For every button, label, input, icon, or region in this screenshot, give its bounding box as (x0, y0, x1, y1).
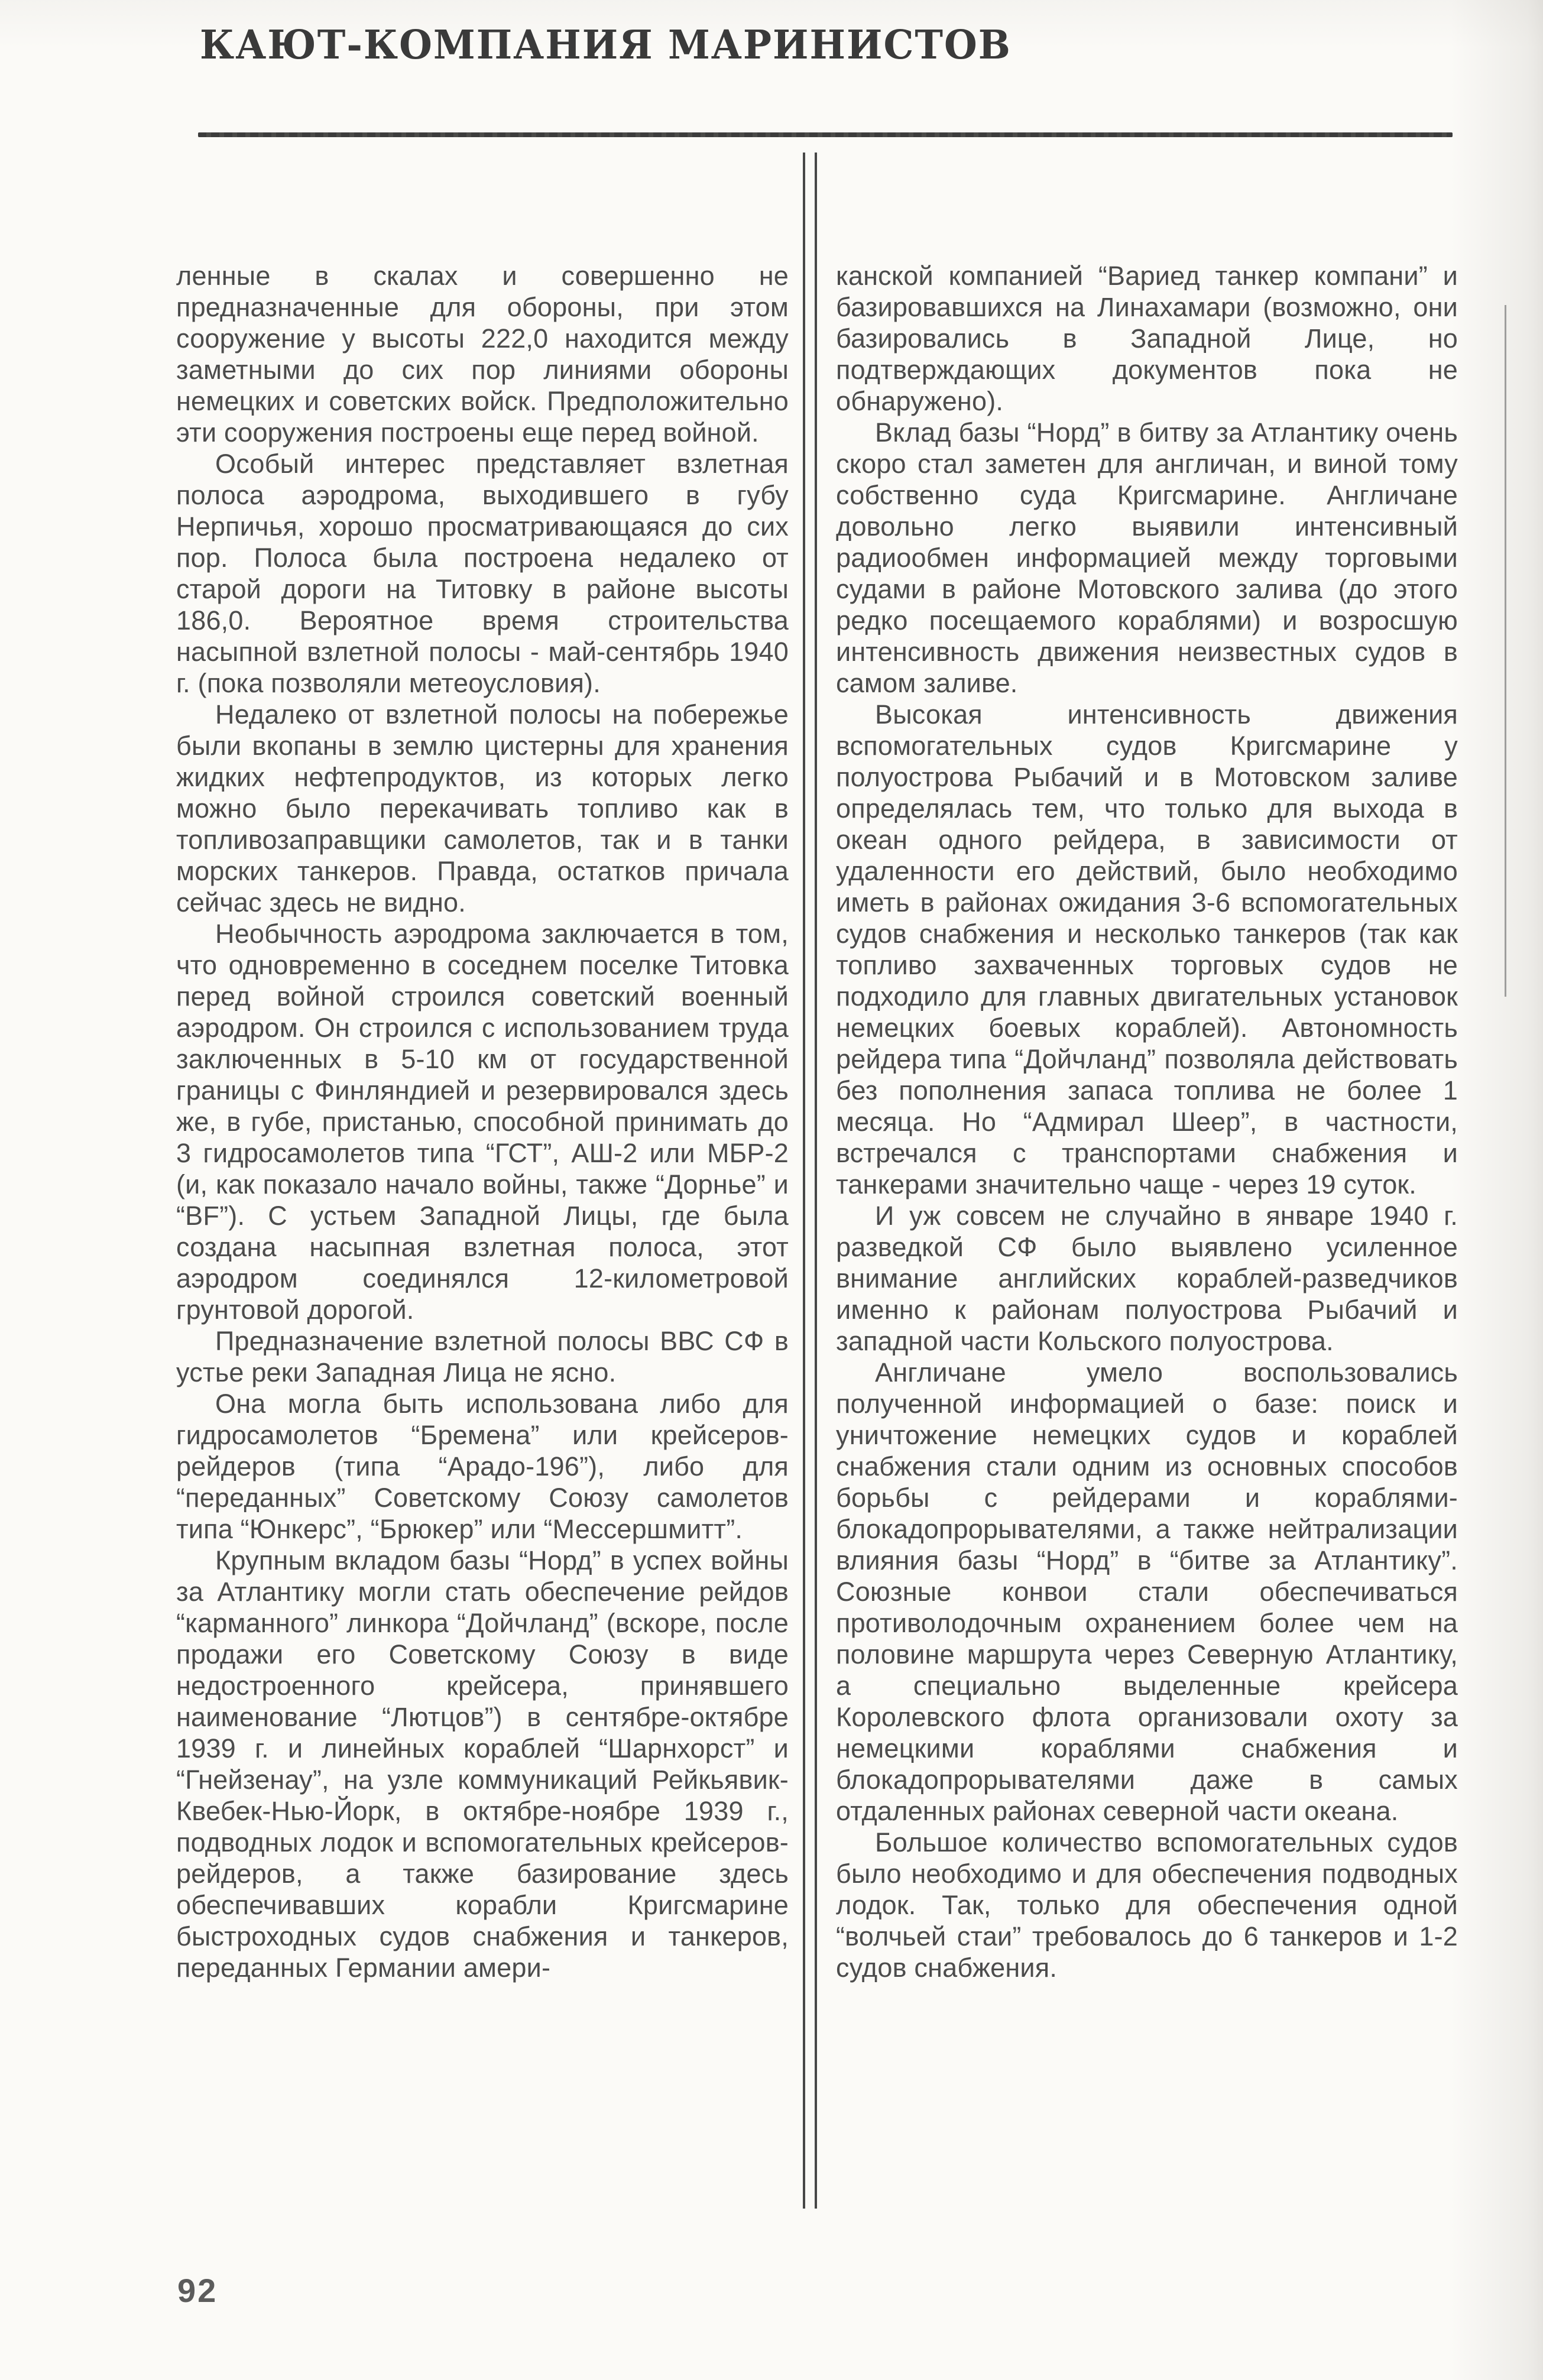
right-text-column (836, 260, 1458, 1983)
paragraph: Англичане умело воспользовались полученной информацией о базе: поиск и уничтожение немецких судов и кораблей снабжения стали одним из основных способов борьбы с рейдерами и кораблями-блокадопрорывателями, а также нейтрализации влияния базы “Норд” в “битве за Атлантику”. Союзные конвои стали обеспечиваться противолодочным охранением более чем на половине маршрута через Северную Атлантику, а специально выделенные крейсера Королевского флота организовали охоту за немецкими кораблями снабжения и блокадопрорывателями даже в самых отдаленных районах северной части океана. (836, 1357, 1458, 1826)
scan-edge-artifact-line (1505, 305, 1506, 997)
page-number: 92 (177, 2272, 218, 2309)
paragraph: Вклад базы “Норд” в битву за Атлантику очень скоро стал заметен для англичан, и виной тому собственно суда Кригсмарине. Англичане довольно легко выявили интенсивный радиообмен информацией между торговыми судами в районе Мотовского залива (до этого редко посещаемого кораблями) и возросшую интенсивность движения неизвестных судов в самом заливе. (836, 417, 1458, 698)
column-divider-double-line (803, 153, 817, 2209)
paragraph-continuation: ленные в скалах и совершенно не предназначенные для обороны, при этом сооружение у высоты 222,0 находится между заметными до сих пор линиями обороны немецких и советских войск. Предположительно эти сооружения построены еще перед войной. (176, 261, 789, 448)
paragraph: Предназначение взлетной полосы ВВС СФ в устье реки Западная Лица не ясно. (176, 1326, 789, 1387)
paragraph: И уж совсем не случайно в январе 1940 г. разведкой СФ было выявлено усиленное внимание английских кораблей-разведчиков именно к районам полуострова Рыбачий и западной части Кольского полуострова. (836, 1201, 1458, 1356)
paragraph: Необычность аэродрома заключается в том, что одновременно в соседнем поселке Титовка перед войной строился советский военный аэродром. Он строился с использованием труда заключенных в 5-10 км от государственной границы с Финляндией и резервировался здесь же, в губе, пристанью, способной принимать до 3 гидросамолетов типа “ГСТ”, АШ-2 или МБР-2 (и, как показало начало войны, также “Дорнье” и “BF”). С устьем Западной Лицы, где была создана насыпная взлетная полоса, этот аэродром соединялся 12-километровой грунтовой дорогой. (176, 919, 789, 1325)
paragraph-continuation: канской компанией “Вариед танкер компани” и базировавшихся на Линахамари (возможно, они базировались в Западной Лице, но подтверждающих документов пока не обнаружено). (836, 261, 1458, 416)
header-rule-divider (198, 132, 1453, 137)
section-header-title: КАЮТ-КОМПАНИЯ МАРИНИСТОВ (200, 21, 1012, 69)
paragraph: Она могла быть использована либо для гидросамолетов “Бремена” или крейсеров-рейдеров (типа “Арадо-196”), либо для “переданных” Советскому Союзу самолетов типа “Юнкерс”, “Брюкер” или “Мессершмитт”. (176, 1389, 789, 1544)
paragraph: Большое количество вспомогательных судов было необходимо и для обеспечения подводных лодок. Так, только для обеспечения одной “волчьей стаи” требовалось до 6 танкеров и 1-2 судов снабжения. (836, 1827, 1458, 1983)
paragraph: Особый интерес представляет взлетная полоса аэродрома, выходившего в губу Нерпичья, хорошо просматривающаяся до сих пор. Полоса была построена недалеко от старой дороги на Титовку в районе высоты 186,0. Вероятное время строительства насыпной взлетной полосы - май-сентябрь 1940 г. (пока позволяли метеоусловия). (176, 449, 789, 698)
paragraph: Крупным вкладом базы “Норд” в успех войны за Атлантику могли стать обеспечение рейдов “карманного” линкора “Дойчланд” (вскоре, после продажи его Советскому Союзу в виде недостроенного крейсера, принявшего наименование “Лютцов”) в сентябре-октябре 1939 г. и линейных кораблей “Шарнхорст” и “Гнейзенау”, на узле коммуникаций Рейкьявик-Квебек-Нью-Йорк, в октябре-ноябре 1939 г., подводных лодок и вспомогательных крейсеров-рейдеров, а также базирование здесь обеспечивавших корабли Кригсмарине быстроходных судов снабжения и танкеров, переданных Германии амери- (176, 1545, 789, 1983)
paragraph: Высокая интенсивность движения вспомогательных судов Кригсмарине у полуострова Рыбачий и в Мотовском заливе определялась тем, что только для выхода в океан одного рейдера, в зависимости от удаленности его действий, было необходимо иметь в районах ожидания 3-6 вспомогательных судов снабжения и несколько танкеров (так как топливо захваченных торговых судов не подходило для главных двигательных установок немецких боевых кораблей). Автономность рейдера типа “Дойчланд” позволяла действовать без пополнения запаса топлива не более 1 месяца. Но “Адмирал Шеер”, в частности, встречался с транспортами снабжения и танкерами значительно чаще - через 19 суток. (836, 699, 1458, 1199)
paragraph: Недалеко от взлетной полосы на побережье были вкопаны в землю цистерны для хранения жидких нефтепродуктов, из которых легко можно было перекачивать топливо как в топливозаправщики самолетов, так и в танки морских танкеров. Правда, остатков причала сейчас здесь не видно. (176, 699, 789, 917)
left-text-column (176, 260, 789, 1983)
